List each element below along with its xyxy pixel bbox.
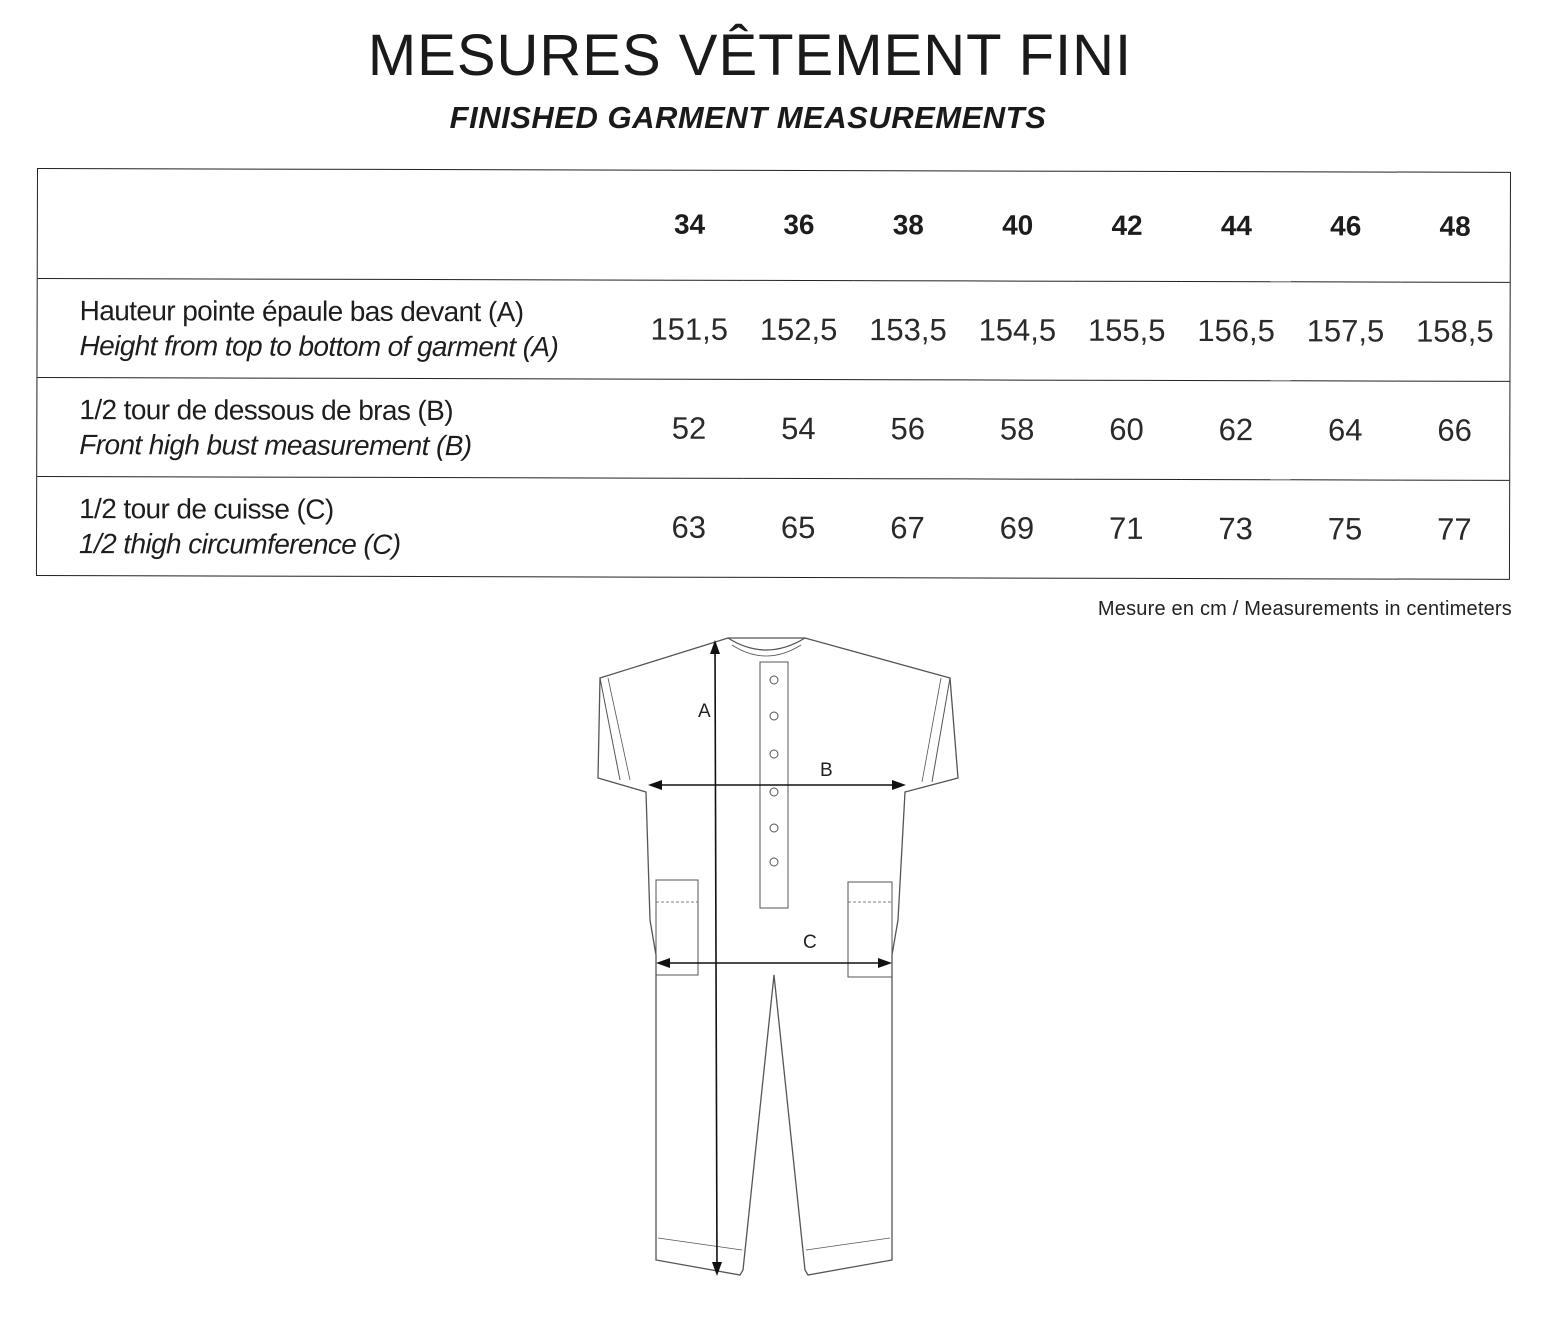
table-cell: 54 [744, 379, 854, 478]
row-label-fr: Hauteur pointe épaule bas devant (A) [79, 294, 524, 327]
row-label-en: Front high bust measurement (B) [79, 428, 472, 461]
table-cell: 64 [1290, 380, 1400, 479]
size-header: 40 [963, 171, 1073, 280]
dimension-label-b: B [820, 760, 833, 781]
header-empty-cell [38, 169, 635, 280]
dimension-lines [648, 640, 906, 1276]
table-cell: 63 [671, 509, 707, 545]
table-cell: 65 [780, 509, 816, 545]
button-icon [770, 858, 778, 866]
table-cell: 56 [853, 379, 963, 478]
table-cell: 71 [1108, 510, 1144, 546]
table-cell: 155,5 [1072, 281, 1182, 380]
table-cell: 58 [962, 379, 1072, 478]
dimension-a-line [715, 646, 717, 1270]
size-header: 46 [1291, 172, 1401, 281]
row-label [37, 476, 634, 577]
size-header: 42 [1072, 172, 1182, 281]
size-header: 44 [1182, 172, 1292, 281]
table-cell: 152,5 [744, 280, 854, 379]
dimension-label-c: C [803, 932, 817, 953]
table-cell: 157,5 [1291, 281, 1401, 380]
table-cell: 67 [890, 509, 925, 546]
row-label [37, 278, 634, 379]
button-icon [770, 788, 778, 796]
table-cell: 154,5 [963, 280, 1073, 379]
row-label-fr: 1/2 tour de dessous de bras (B) [79, 393, 454, 426]
measurements-table [36, 168, 1511, 580]
button-icon [770, 712, 778, 720]
size-header: 38 [853, 171, 963, 280]
table-cell: 75 [1327, 511, 1363, 547]
table-cell: 66 [1400, 381, 1510, 480]
page-subtitle: FINISHED GARMENT MEASUREMENTS [449, 100, 1047, 135]
table-row-bust-b [37, 377, 1509, 480]
dimension-label-a: A [698, 701, 711, 722]
button-icon [770, 750, 778, 758]
page-title: MESURES VÊTEMENT FINI [367, 23, 1133, 88]
table-cell: 158,5 [1400, 282, 1510, 381]
table-cell: 151,5 [634, 280, 744, 379]
table-cell: 60 [1072, 380, 1182, 479]
size-header: 36 [744, 171, 854, 280]
table-row-thigh-c [37, 476, 1509, 579]
table-cell: 77 [1437, 511, 1472, 547]
row-label [37, 377, 634, 478]
row-label-en: 1/2 thigh circumference (C) [78, 527, 401, 560]
table-cell: 52 [634, 379, 744, 478]
table-cell: 73 [1218, 510, 1253, 546]
table-cell: 62 [1181, 380, 1291, 479]
size-header: 48 [1400, 173, 1510, 282]
jumpsuit-illustration [560, 620, 1000, 1300]
buttons [770, 676, 778, 866]
size-header-row [38, 169, 1510, 282]
table-cell: 69 [999, 510, 1035, 546]
row-label-en: Height from top to bottom of garment (A) [79, 329, 559, 362]
button-icon [770, 676, 778, 684]
row-label-fr: 1/2 tour de cuisse (C) [79, 492, 334, 525]
table-cell: 153,5 [853, 280, 963, 379]
button-icon [770, 824, 778, 832]
unit-note: Mesure en cm / Measurements in centimeters [1097, 598, 1512, 620]
table-cell: 156,5 [1181, 281, 1291, 380]
jumpsuit-outline [598, 638, 958, 1275]
size-header: 34 [635, 171, 745, 280]
table-row-height-a [37, 278, 1509, 381]
